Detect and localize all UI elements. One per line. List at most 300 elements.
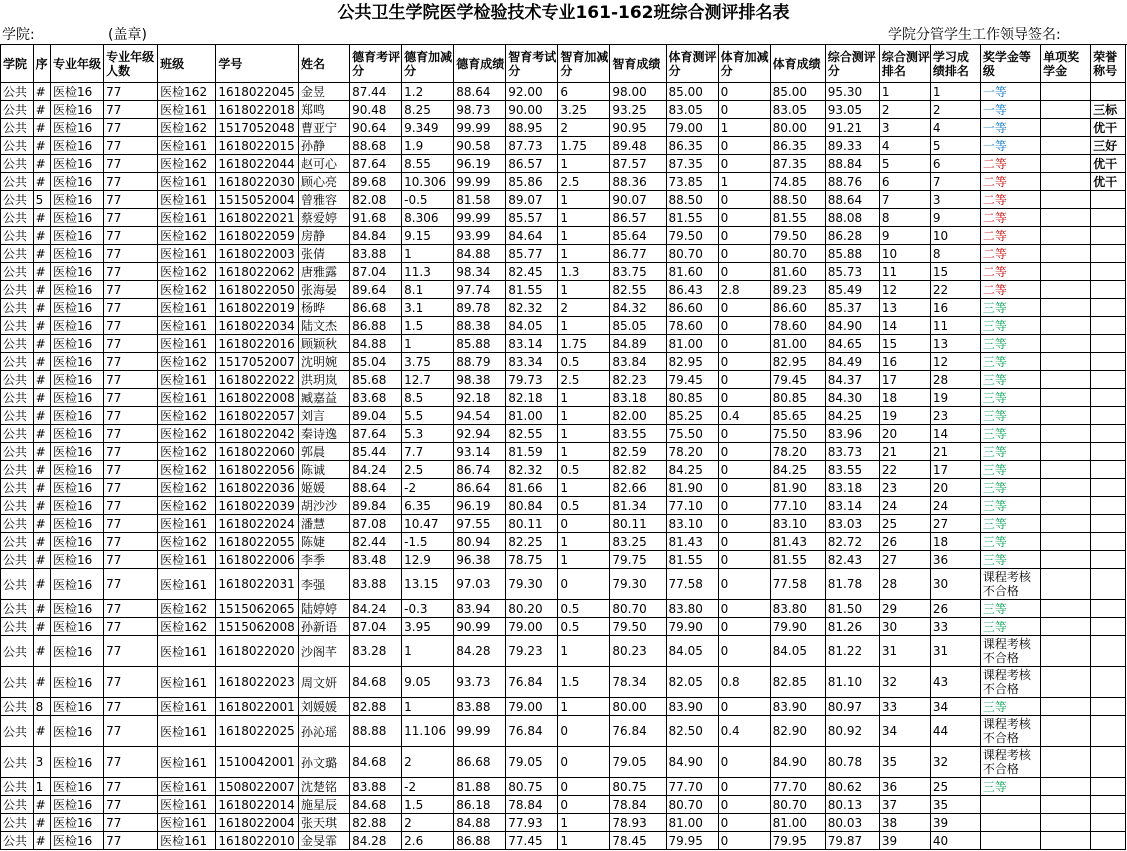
cell-moral-score: 82.88 xyxy=(350,814,402,832)
cell-overall-score: 84.90 xyxy=(825,317,879,335)
cell-honor-title xyxy=(1091,317,1126,335)
cell-moral-adjust: 11.3 xyxy=(402,263,454,281)
cell-name: 郑鸣 xyxy=(299,101,350,119)
cell-scholarship-level: 三等 xyxy=(980,353,1040,371)
cell-moral-adjust: 3.95 xyxy=(402,618,454,636)
cell-study-rank: 14 xyxy=(930,425,980,443)
cell-overall-rank: 31 xyxy=(879,636,930,667)
cell-class: 医检162 xyxy=(158,618,216,636)
cell-moral-score: 90.48 xyxy=(350,101,402,119)
cell-name: 秦诗逸 xyxy=(299,425,350,443)
cell-pe-score: 83.10 xyxy=(666,515,718,533)
cell-name: 顾颖秋 xyxy=(299,335,350,353)
cell-college: 公共 xyxy=(1,716,34,747)
cell-moral-score: 88.88 xyxy=(350,716,402,747)
cell-name: 周文妍 xyxy=(299,667,350,698)
cell-scholarship-level: 一等 xyxy=(980,119,1040,137)
cell-overall-rank: 16 xyxy=(879,353,930,371)
cell-moral-total: 98.73 xyxy=(454,101,506,119)
cell-class: 医检161 xyxy=(158,389,216,407)
cell-pe-total: 74.85 xyxy=(770,173,825,191)
cell-class: 医检161 xyxy=(158,101,216,119)
cell-student-id: 1618022025 xyxy=(216,716,299,747)
cell-college: 公共 xyxy=(1,425,34,443)
cell-seq: # xyxy=(33,618,50,636)
cell-intel-score: 79.30 xyxy=(506,569,558,600)
column-header: 学号 xyxy=(216,45,299,83)
cell-grade: 医检16 xyxy=(51,716,104,747)
cell-moral-score: 89.64 xyxy=(350,281,402,299)
cell-overall-rank: 4 xyxy=(879,137,930,155)
cell-intel-total: 82.66 xyxy=(610,479,666,497)
cell-single-scholarship xyxy=(1041,569,1091,600)
cell-pe-total: 85.65 xyxy=(770,407,825,425)
cell-pe-adjust: 0 xyxy=(718,618,770,636)
cell-honor-title xyxy=(1091,299,1126,317)
cell-pe-adjust: 0 xyxy=(718,814,770,832)
cell-moral-score: 87.64 xyxy=(350,425,402,443)
cell-intel-total: 90.07 xyxy=(610,191,666,209)
cell-pe-adjust: 0 xyxy=(718,371,770,389)
cell-intel-adjust: 1 xyxy=(558,425,610,443)
cell-study-rank: 5 xyxy=(930,137,980,155)
cell-college: 公共 xyxy=(1,173,34,191)
cell-name: 张倩 xyxy=(299,245,350,263)
table-row xyxy=(1,335,1126,353)
table-row xyxy=(1,636,1126,667)
table-row xyxy=(1,778,1126,796)
cell-single-scholarship xyxy=(1041,119,1091,137)
cell-overall-score: 86.28 xyxy=(825,227,879,245)
cell-overall-rank: 20 xyxy=(879,425,930,443)
cell-moral-score: 88.64 xyxy=(350,479,402,497)
cell-moral-adjust: 7.7 xyxy=(402,443,454,461)
cell-seq: # xyxy=(33,479,50,497)
cell-moral-adjust: 1 xyxy=(402,636,454,667)
cell-seq: # xyxy=(33,317,50,335)
cell-honor-title xyxy=(1091,227,1126,245)
cell-overall-score: 84.37 xyxy=(825,371,879,389)
table-header-row xyxy=(1,45,1126,83)
cell-pe-score: 81.55 xyxy=(666,551,718,569)
cell-seq: # xyxy=(33,461,50,479)
cell-single-scholarship xyxy=(1041,747,1091,778)
column-header: 体育加减分 xyxy=(718,45,770,83)
cell-seq: # xyxy=(33,569,50,600)
cell-single-scholarship xyxy=(1041,209,1091,227)
cell-pe-score: 85.25 xyxy=(666,407,718,425)
cell-grade: 医检16 xyxy=(51,227,104,245)
cell-intel-adjust: 1 xyxy=(558,227,610,245)
cell-intel-score: 86.57 xyxy=(506,155,558,173)
cell-name: 孙静 xyxy=(299,137,350,155)
cell-scholarship-level: 一等 xyxy=(980,101,1040,119)
table-row xyxy=(1,667,1126,698)
cell-study-rank: 43 xyxy=(930,667,980,698)
cell-single-scholarship xyxy=(1041,389,1091,407)
cell-single-scholarship xyxy=(1041,814,1091,832)
cell-single-scholarship xyxy=(1041,317,1091,335)
cell-pe-score: 81.43 xyxy=(666,533,718,551)
ranking-table xyxy=(0,44,1126,850)
cell-single-scholarship xyxy=(1041,533,1091,551)
cell-moral-score: 86.68 xyxy=(350,299,402,317)
cell-moral-score: 82.88 xyxy=(350,698,402,716)
cell-overall-score: 83.55 xyxy=(825,461,879,479)
cell-name: 刘言 xyxy=(299,407,350,425)
cell-name: 赵可心 xyxy=(299,155,350,173)
cell-intel-total: 78.34 xyxy=(610,667,666,698)
cell-intel-score: 82.32 xyxy=(506,299,558,317)
cell-name: 潘慧 xyxy=(299,515,350,533)
cell-intel-score: 81.55 xyxy=(506,281,558,299)
cell-scholarship-level xyxy=(980,832,1040,850)
cell-honor-title xyxy=(1091,551,1126,569)
cell-moral-score: 82.08 xyxy=(350,191,402,209)
cell-college: 公共 xyxy=(1,600,34,618)
cell-college: 公共 xyxy=(1,227,34,245)
cell-pe-total: 83.10 xyxy=(770,515,825,533)
cell-student-id: 1618022015 xyxy=(216,137,299,155)
cell-grade: 医检16 xyxy=(51,299,104,317)
cell-college: 公共 xyxy=(1,101,34,119)
cell-moral-total: 99.99 xyxy=(454,209,506,227)
cell-pe-score: 86.43 xyxy=(666,281,718,299)
cell-study-rank: 19 xyxy=(930,389,980,407)
cell-class: 医检162 xyxy=(158,479,216,497)
cell-moral-adjust: 2 xyxy=(402,747,454,778)
cell-overall-rank: 1 xyxy=(879,83,930,101)
cell-overall-rank: 33 xyxy=(879,698,930,716)
cell-grade-count: 77 xyxy=(104,551,158,569)
cell-class: 医检161 xyxy=(158,137,216,155)
cell-study-rank: 33 xyxy=(930,618,980,636)
table-row xyxy=(1,263,1126,281)
cell-intel-adjust: 1 xyxy=(558,443,610,461)
cell-moral-total: 85.88 xyxy=(454,335,506,353)
cell-name: 孙沁瑶 xyxy=(299,716,350,747)
cell-honor-title: 优干 xyxy=(1091,155,1126,173)
cell-honor-title xyxy=(1091,515,1126,533)
cell-pe-score: 80.85 xyxy=(666,389,718,407)
cell-intel-score: 79.00 xyxy=(506,698,558,716)
cell-moral-adjust: 9.15 xyxy=(402,227,454,245)
cell-moral-adjust: -2 xyxy=(402,778,454,796)
cell-intel-score: 79.73 xyxy=(506,371,558,389)
cell-class: 医检161 xyxy=(158,371,216,389)
cell-single-scholarship xyxy=(1041,299,1091,317)
cell-intel-adjust: 0.5 xyxy=(558,618,610,636)
cell-pe-score: 81.00 xyxy=(666,335,718,353)
cell-pe-total: 87.35 xyxy=(770,155,825,173)
cell-pe-adjust: 0 xyxy=(718,461,770,479)
cell-overall-rank: 34 xyxy=(879,716,930,747)
cell-pe-total: 83.80 xyxy=(770,600,825,618)
cell-study-rank: 17 xyxy=(930,461,980,479)
cell-grade: 医检16 xyxy=(51,551,104,569)
cell-class: 医检161 xyxy=(158,335,216,353)
cell-pe-total: 81.60 xyxy=(770,263,825,281)
cell-study-rank: 30 xyxy=(930,569,980,600)
cell-seq: # xyxy=(33,443,50,461)
cell-student-id: 1618022001 xyxy=(216,698,299,716)
cell-single-scholarship xyxy=(1041,227,1091,245)
cell-intel-total: 88.36 xyxy=(610,173,666,191)
cell-moral-total: 88.79 xyxy=(454,353,506,371)
cell-name: 郭晨 xyxy=(299,443,350,461)
cell-grade-count: 77 xyxy=(104,515,158,533)
cell-class: 医检161 xyxy=(158,569,216,600)
signature-label: 学院分管学生工作领导签名: xyxy=(888,27,1061,43)
table-row xyxy=(1,618,1126,636)
cell-grade-count: 77 xyxy=(104,245,158,263)
column-header: 智育加减分 xyxy=(558,45,610,83)
cell-moral-total: 97.74 xyxy=(454,281,506,299)
cell-name: 房静 xyxy=(299,227,350,245)
cell-student-id: 1618022024 xyxy=(216,515,299,533)
cell-study-rank: 8 xyxy=(930,245,980,263)
table-row xyxy=(1,281,1126,299)
cell-intel-adjust: 0 xyxy=(558,515,610,533)
cell-student-id: 1618022059 xyxy=(216,227,299,245)
cell-study-rank: 35 xyxy=(930,796,980,814)
cell-single-scholarship xyxy=(1041,101,1091,119)
cell-grade-count: 77 xyxy=(104,569,158,600)
cell-honor-title xyxy=(1091,814,1126,832)
cell-overall-score: 88.08 xyxy=(825,209,879,227)
cell-college: 公共 xyxy=(1,155,34,173)
cell-pe-adjust: 0.4 xyxy=(718,716,770,747)
cell-pe-total: 77.70 xyxy=(770,778,825,796)
cell-pe-adjust: 0 xyxy=(718,317,770,335)
cell-scholarship-level: 三等 xyxy=(980,461,1040,479)
cell-honor-title xyxy=(1091,778,1126,796)
cell-grade: 医检16 xyxy=(51,389,104,407)
column-header: 学院 xyxy=(1,45,34,83)
cell-class: 医检162 xyxy=(158,353,216,371)
cell-overall-rank: 6 xyxy=(879,173,930,191)
table-row xyxy=(1,407,1126,425)
cell-overall-rank: 32 xyxy=(879,667,930,698)
cell-moral-score: 87.04 xyxy=(350,263,402,281)
cell-college: 公共 xyxy=(1,796,34,814)
cell-overall-rank: 29 xyxy=(879,600,930,618)
cell-student-id: 1618022057 xyxy=(216,407,299,425)
cell-class: 医检161 xyxy=(158,796,216,814)
cell-study-rank: 15 xyxy=(930,263,980,281)
cell-study-rank: 10 xyxy=(930,227,980,245)
cell-grade: 医检16 xyxy=(51,155,104,173)
cell-pe-score: 80.70 xyxy=(666,796,718,814)
cell-class: 医检161 xyxy=(158,832,216,850)
cell-pe-total: 84.25 xyxy=(770,461,825,479)
page-title: 公共卫生学院医学检验技术专业161-162班综合测评排名表 xyxy=(337,3,790,23)
cell-student-id: 1517052007 xyxy=(216,353,299,371)
cell-class: 医检161 xyxy=(158,515,216,533)
cell-student-id: 1618022056 xyxy=(216,461,299,479)
cell-name: 孙新语 xyxy=(299,618,350,636)
cell-class: 医检162 xyxy=(158,119,216,137)
cell-intel-score: 81.00 xyxy=(506,407,558,425)
cell-overall-score: 84.65 xyxy=(825,335,879,353)
cell-grade-count: 77 xyxy=(104,747,158,778)
cell-name: 蔡爱婷 xyxy=(299,209,350,227)
cell-moral-adjust: 11.106 xyxy=(402,716,454,747)
cell-single-scholarship xyxy=(1041,461,1091,479)
cell-seq: # xyxy=(33,155,50,173)
cell-overall-score: 81.22 xyxy=(825,636,879,667)
column-header: 专业年级 xyxy=(51,45,104,83)
cell-pe-total: 79.45 xyxy=(770,371,825,389)
cell-pe-adjust: 1 xyxy=(718,173,770,191)
cell-honor-title xyxy=(1091,832,1126,850)
cell-moral-adjust: 10.306 xyxy=(402,173,454,191)
cell-moral-score: 83.28 xyxy=(350,636,402,667)
cell-pe-total: 81.43 xyxy=(770,533,825,551)
cell-single-scholarship xyxy=(1041,796,1091,814)
cell-study-rank: 1 xyxy=(930,83,980,101)
cell-moral-score: 85.04 xyxy=(350,353,402,371)
cell-scholarship-level: 三等 xyxy=(980,389,1040,407)
cell-class: 医检162 xyxy=(158,533,216,551)
cell-intel-total: 82.59 xyxy=(610,443,666,461)
cell-pe-total: 79.90 xyxy=(770,618,825,636)
cell-pe-adjust: 0 xyxy=(718,155,770,173)
cell-intel-score: 78.84 xyxy=(506,796,558,814)
cell-intel-adjust: 3.25 xyxy=(558,101,610,119)
cell-name: 顾心亮 xyxy=(299,173,350,191)
cell-name: 张天琪 xyxy=(299,814,350,832)
cell-moral-adjust: 9.05 xyxy=(402,667,454,698)
cell-moral-total: 84.88 xyxy=(454,245,506,263)
cell-name: 曾雅容 xyxy=(299,191,350,209)
cell-study-rank: 9 xyxy=(930,209,980,227)
cell-grade-count: 77 xyxy=(104,778,158,796)
cell-moral-score: 85.68 xyxy=(350,371,402,389)
cell-overall-rank: 25 xyxy=(879,515,930,533)
cell-intel-score: 85.86 xyxy=(506,173,558,191)
cell-intel-score: 79.00 xyxy=(506,618,558,636)
cell-moral-score: 88.68 xyxy=(350,137,402,155)
cell-honor-title xyxy=(1091,796,1126,814)
cell-pe-total: 77.58 xyxy=(770,569,825,600)
cell-honor-title xyxy=(1091,636,1126,667)
column-header: 体育测评分 xyxy=(666,45,718,83)
cell-honor-title xyxy=(1091,353,1126,371)
cell-grade: 医检16 xyxy=(51,618,104,636)
cell-intel-total: 78.93 xyxy=(610,814,666,832)
cell-student-id: 1618022044 xyxy=(216,155,299,173)
cell-study-rank: 7 xyxy=(930,173,980,191)
cell-student-id: 1618022039 xyxy=(216,497,299,515)
cell-pe-adjust: 0 xyxy=(718,636,770,667)
cell-study-rank: 40 xyxy=(930,832,980,850)
cell-student-id: 1618022022 xyxy=(216,371,299,389)
cell-moral-total: 80.94 xyxy=(454,533,506,551)
cell-moral-adjust: -0.3 xyxy=(402,600,454,618)
cell-intel-total: 86.77 xyxy=(610,245,666,263)
cell-grade: 医检16 xyxy=(51,497,104,515)
table-row xyxy=(1,425,1126,443)
cell-grade: 医检16 xyxy=(51,317,104,335)
cell-single-scholarship xyxy=(1041,281,1091,299)
cell-moral-adjust: 2.6 xyxy=(402,832,454,850)
cell-name: 陆婷婷 xyxy=(299,600,350,618)
cell-pe-total: 78.20 xyxy=(770,443,825,461)
cell-overall-rank: 24 xyxy=(879,497,930,515)
cell-class: 医检161 xyxy=(158,191,216,209)
cell-college: 公共 xyxy=(1,83,34,101)
cell-seq: # xyxy=(33,227,50,245)
cell-college: 公共 xyxy=(1,245,34,263)
cell-honor-title: 三好 xyxy=(1091,137,1126,155)
cell-overall-rank: 28 xyxy=(879,569,930,600)
cell-student-id: 1618022023 xyxy=(216,667,299,698)
cell-study-rank: 27 xyxy=(930,515,980,533)
cell-moral-score: 84.68 xyxy=(350,796,402,814)
cell-name: 陈诚 xyxy=(299,461,350,479)
cell-pe-adjust: 0 xyxy=(718,551,770,569)
cell-overall-score: 91.21 xyxy=(825,119,879,137)
cell-student-id: 1618022019 xyxy=(216,299,299,317)
cell-overall-rank: 15 xyxy=(879,335,930,353)
cell-pe-adjust: 1 xyxy=(718,119,770,137)
cell-pe-total: 82.85 xyxy=(770,667,825,698)
cell-honor-title xyxy=(1091,191,1126,209)
cell-pe-score: 73.85 xyxy=(666,173,718,191)
table-row xyxy=(1,515,1126,533)
cell-college: 公共 xyxy=(1,515,34,533)
cell-grade: 医检16 xyxy=(51,263,104,281)
cell-college: 公共 xyxy=(1,209,34,227)
cell-grade: 医检16 xyxy=(51,245,104,263)
cell-intel-score: 89.07 xyxy=(506,191,558,209)
cell-college: 公共 xyxy=(1,263,34,281)
cell-moral-adjust: 2 xyxy=(402,814,454,832)
cell-overall-score: 83.18 xyxy=(825,479,879,497)
cell-single-scholarship xyxy=(1041,497,1091,515)
cell-moral-score: 87.08 xyxy=(350,515,402,533)
cell-scholarship-level: 二等 xyxy=(980,281,1040,299)
table-row xyxy=(1,119,1126,137)
cell-overall-rank: 12 xyxy=(879,281,930,299)
cell-intel-total: 85.64 xyxy=(610,227,666,245)
cell-overall-score: 83.14 xyxy=(825,497,879,515)
cell-intel-total: 80.23 xyxy=(610,636,666,667)
cell-grade-count: 77 xyxy=(104,335,158,353)
cell-intel-adjust: 1.3 xyxy=(558,263,610,281)
cell-seq: # xyxy=(33,209,50,227)
cell-moral-total: 86.74 xyxy=(454,461,506,479)
cell-seq: # xyxy=(33,796,50,814)
cell-moral-score: 87.44 xyxy=(350,83,402,101)
cell-moral-total: 81.88 xyxy=(454,778,506,796)
cell-intel-total: 79.30 xyxy=(610,569,666,600)
cell-honor-title xyxy=(1091,698,1126,716)
cell-intel-adjust: 0.5 xyxy=(558,497,610,515)
cell-overall-score: 85.88 xyxy=(825,245,879,263)
cell-pe-score: 84.90 xyxy=(666,747,718,778)
cell-intel-score: 80.20 xyxy=(506,600,558,618)
cell-college: 公共 xyxy=(1,814,34,832)
cell-moral-adjust: 8.306 xyxy=(402,209,454,227)
cell-grade: 医检16 xyxy=(51,533,104,551)
cell-intel-adjust: 0.5 xyxy=(558,353,610,371)
cell-honor-title xyxy=(1091,479,1126,497)
cell-moral-adjust: 9.349 xyxy=(402,119,454,137)
cell-overall-score: 81.26 xyxy=(825,618,879,636)
table-row xyxy=(1,698,1126,716)
